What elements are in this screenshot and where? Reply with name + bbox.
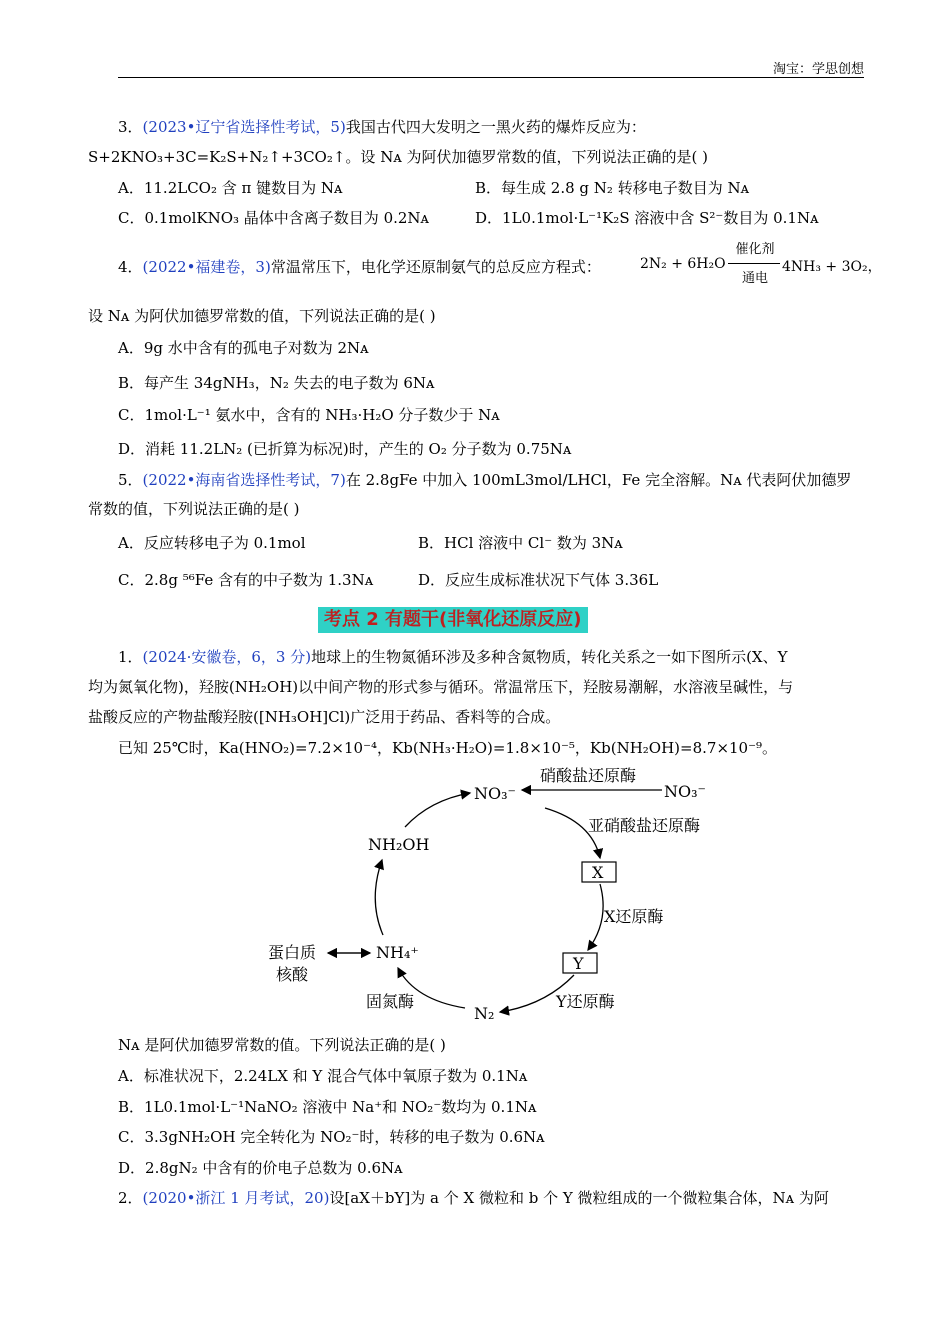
p2-line1	[118, 1188, 829, 1208]
arrow-x-to-y	[588, 884, 603, 950]
q3-option-b: B．每生成 2.8 g N₂ 转移电子数目为 Nᴀ	[475, 179, 750, 197]
q4-option-a: A．9g 水中含有的孤电子对数为 2Nᴀ	[118, 339, 369, 357]
q4-stem2: 设 Nᴀ 为阿伏加德罗常数的值，下列说法正确的是( )	[88, 307, 436, 325]
section-heading: 考点 2 有题干(非氧化还原反应)	[318, 607, 588, 633]
label-x: X	[592, 863, 604, 882]
p1-option-b: B．1L0.1mol·L⁻¹NaNO₂ 溶液中 Na⁺和 NO₂⁻数均为 0.1Nᴀ	[118, 1098, 537, 1116]
q4-number: 4．	[118, 258, 143, 276]
q3-stem1: 我国古代四大发明之一黑火药的爆炸反应为：	[345, 118, 646, 136]
header-right-text: 淘宝：学思创想	[772, 62, 864, 77]
label-n2: N₂	[474, 1004, 495, 1023]
q3-option-a: A．11.2LCO₂ 含 π 键数目为 Nᴀ	[118, 179, 343, 197]
q4-eq-top: 催化剂	[735, 242, 775, 257]
label-protein: 蛋白质	[268, 943, 317, 962]
label-nh4: NH₄⁺	[376, 943, 419, 962]
q5-stem1: 在 2.8gFe 中加入 100mL3mol/LHCl，Fe 完全溶解。Nᴀ 代表阿伏加德罗	[345, 471, 852, 489]
p1-stem2: 均为氮氧化物)，羟胺(NH₂OH)以中间产物的形式参与循环。常温常压下，羟胺易潮解，水溶液呈碱性，与	[88, 678, 794, 696]
p1-option-d: D．2.8gN₂ 中含有的价电子总数为 0.6Nᴀ	[118, 1159, 403, 1177]
label-nitrite-reductase: 亚硝酸盐还原酶	[588, 816, 701, 835]
q5-number: 5．	[118, 471, 143, 489]
q4-source: (2022•福建卷，3)	[142, 258, 271, 276]
arrow-nh2oh-to-no3	[405, 793, 470, 827]
label-nucleic-acid: 核酸	[276, 965, 309, 984]
p2-source: (2020•浙江 1 月考试，20)	[142, 1189, 330, 1207]
p1-stem4: 已知 25℃时，Ka(HNO₂)=7.2×10⁻⁴，Kb(NH₃·H₂O)=1.8×10⁻⁵，Kb(NH₂OH)=8.7×10⁻⁹。	[118, 739, 778, 757]
q4-eq-left: 2N₂ + 6H₂O	[640, 256, 726, 272]
p1-question: Nᴀ 是阿伏加德罗常数的值。下列说法正确的是( )	[118, 1036, 446, 1054]
p1-option-c: C．3.3gNH₂OH 完全转化为 NO₂⁻时，转移的电子数为 0.6Nᴀ	[118, 1128, 545, 1146]
q3-option-d: D．1L0.1mol·L⁻¹K₂S 溶液中含 S²⁻数目为 0.1Nᴀ	[475, 209, 819, 227]
q5-option-d: D．反应生成标准状况下气体 3.36L	[418, 571, 659, 589]
q5-source: (2022•海南省选择性考试，7)	[142, 471, 346, 489]
q5-option-c: C．2.8g ⁵⁶Fe 含有的中子数为 1.3Nᴀ	[118, 571, 374, 589]
p2-number: 2．	[118, 1189, 143, 1207]
p2-stem1: 设[aX＋bY]为 a 个 X 微粒和 b 个 Y 微粒组成的一个微粒集合体，Nᴀ 为阿	[329, 1189, 829, 1207]
p1-number: 1．	[118, 648, 143, 666]
q4-stem1: 常温常压下，电化学还原制氨气的总反应方程式：	[270, 258, 601, 276]
q5-option-a: A．反应转移电子为 0.1mol	[118, 534, 306, 552]
q4-option-c: C．1mol·L⁻¹ 氨水中，含有的 NH₃·H₂O 分子数少于 Nᴀ	[118, 406, 500, 424]
label-nitrogenase: 固氮酶	[366, 992, 415, 1011]
q4-eq-right: 4NH₃ + 3O₂，	[782, 259, 882, 275]
label-nitrate-reductase: 硝酸盐还原酶	[540, 766, 637, 785]
q3-option-c: C．0.1molKNO₃ 晶体中含离子数目为 0.2Nᴀ	[118, 209, 430, 227]
q5-stem2: 常数的值，下列说法正确的是( )	[88, 500, 300, 518]
q4-eq-bottom: 通电	[741, 271, 768, 286]
label-x-reductase: X还原酶	[604, 907, 664, 926]
q4-option-d: D．消耗 11.2LN₂ (已折算为标况)时，产生的 O₂ 分子数为 0.75Nᴀ	[118, 440, 572, 458]
label-no3-right: NO₃⁻	[664, 782, 706, 801]
q3-stem2: S+2KNO₃+3C=K₂S+N₂↑+3CO₂↑。设 Nᴀ 为阿伏加德罗常数的值，下列说法正确的是( )	[88, 148, 709, 166]
label-y: Y	[573, 954, 584, 973]
p1-stem1: 地球上的生物氮循环涉及多种含氮物质，转化关系之一如下图所示(X、Y	[311, 648, 788, 666]
arrow-nh4-to-nh2oh	[375, 860, 383, 935]
label-y-reductase: Y还原酶	[556, 992, 615, 1011]
label-nh2oh: NH₂OH	[368, 835, 430, 854]
q4-option-b: B．每产生 34gNH₃，N₂ 失去的电子数为 6Nᴀ	[118, 374, 435, 392]
q5-option-b: B．HCl 溶液中 Cl⁻ 数为 3Nᴀ	[418, 534, 623, 552]
p1-option-a: A．标准状况下，2.24LX 和 Y 混合气体中氧原子数为 0.1Nᴀ	[118, 1067, 528, 1085]
q3-source: (2023•辽宁省选择性考试，5)	[142, 118, 346, 136]
p1-source: (2024·安徽卷，6，3 分)	[142, 648, 312, 666]
q3-number: 3．	[118, 118, 143, 136]
p1-stem3: 盐酸反应的产物盐酸羟胺([NH₃OH]Cl)广泛用于药品、香料等的合成。	[88, 708, 561, 726]
label-no3-center: NO₃⁻	[474, 784, 516, 803]
